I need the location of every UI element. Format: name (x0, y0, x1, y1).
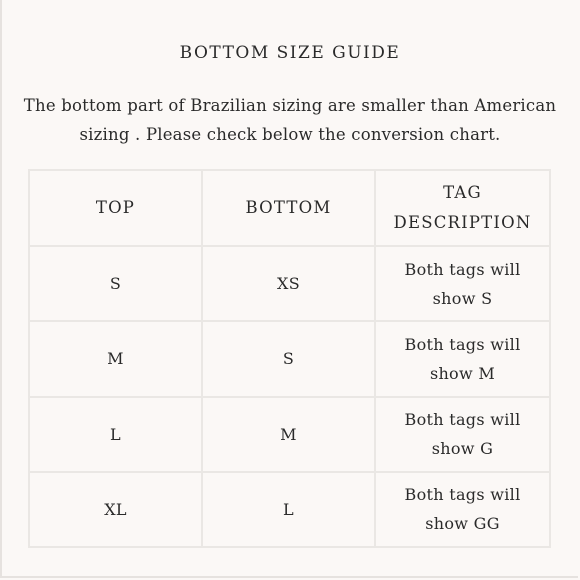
desc-line-2: show M (429, 363, 496, 383)
cell-bottom-size: L (202, 472, 375, 547)
cell-tag-description (375, 472, 550, 547)
header-top: TOP (29, 170, 202, 246)
desc-line-1: Both tags will (404, 334, 521, 354)
cell-tag-description (375, 246, 550, 321)
cell-bottom-size: M (202, 397, 375, 472)
desc-line-2: show S (432, 288, 493, 308)
table-row (29, 397, 550, 472)
header-bottom: BOTTOM (202, 170, 375, 246)
table-row (29, 246, 550, 321)
table-header-row (29, 170, 550, 246)
table-row (29, 472, 550, 547)
intro-line-1: The bottom part of Brazilian sizing are smaller than American (23, 96, 557, 115)
desc-line-1: Both tags will (404, 485, 521, 505)
intro-line-2: sizing . Please check below the conversion chart. (79, 125, 501, 144)
cell-bottom-size: S (202, 321, 375, 396)
size-conversion-table (28, 169, 551, 548)
intro-text (22, 91, 558, 149)
cell-top-size: XL (29, 472, 202, 547)
cell-bottom-size: XS (202, 246, 375, 321)
page-title: BOTTOM SIZE GUIDE (179, 43, 401, 63)
desc-line-2: show GG (425, 514, 500, 534)
desc-line-1: Both tags will (404, 259, 521, 279)
header-tag-line-2: DESCRIPTION (393, 213, 532, 233)
desc-line-1: Both tags will (404, 410, 521, 430)
desc-line-2: show G (431, 439, 494, 459)
cell-top-size: M (29, 321, 202, 396)
cell-top-size: L (29, 397, 202, 472)
cell-top-size: S (29, 246, 202, 321)
cell-tag-description (375, 397, 550, 472)
table-row (29, 321, 550, 396)
cell-tag-description (375, 321, 550, 396)
header-tag-description (375, 170, 550, 246)
header-tag-line-1: TAG (443, 183, 482, 203)
